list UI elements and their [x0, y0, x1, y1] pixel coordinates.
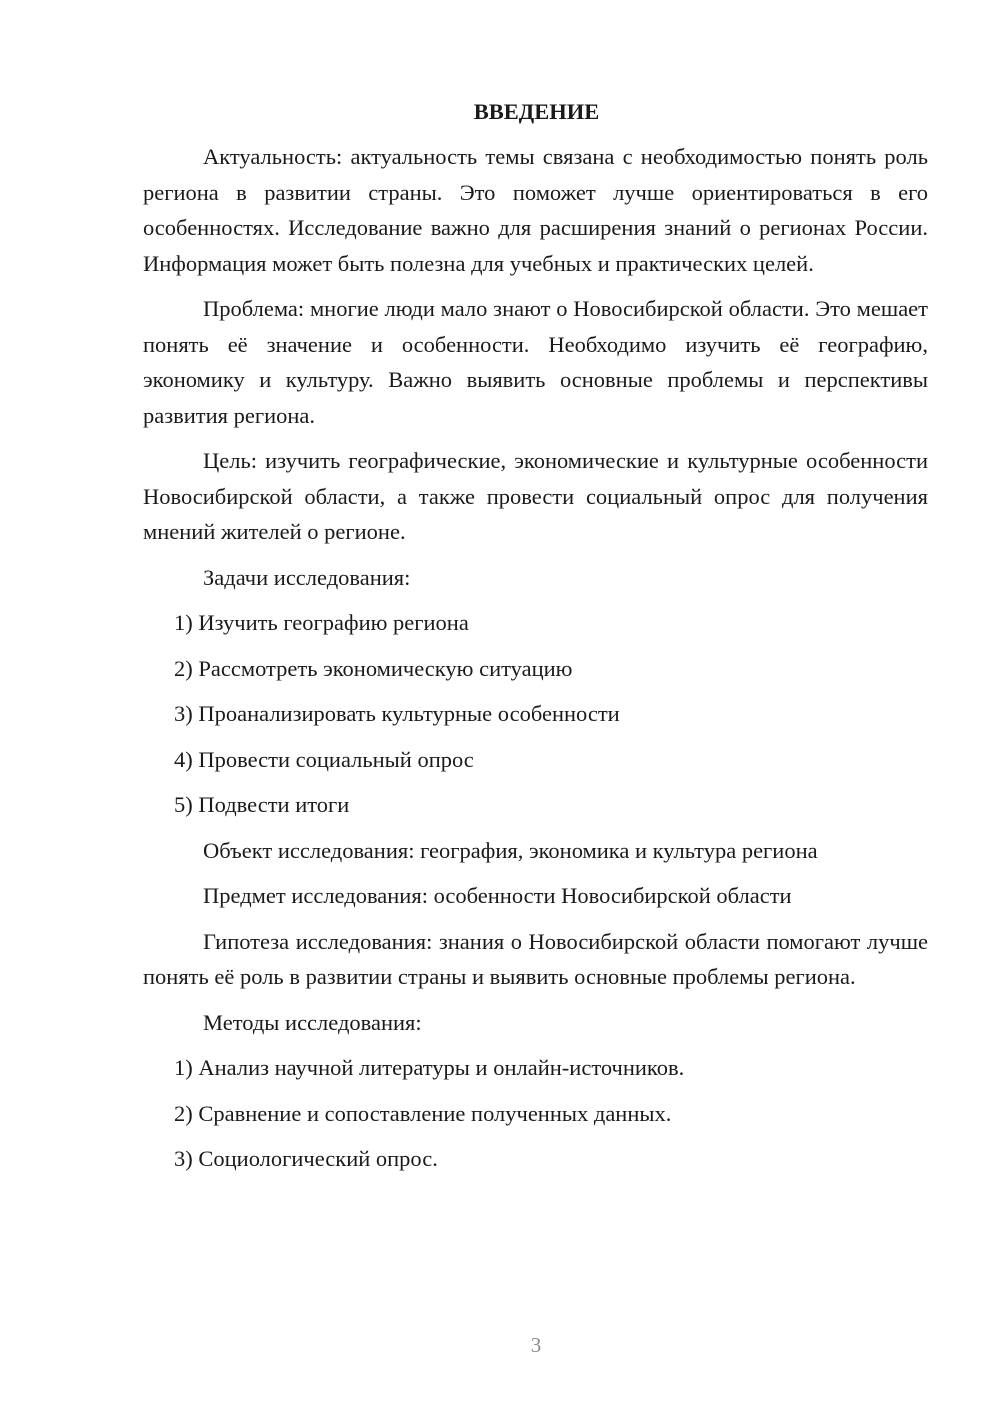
methods-heading: Методы исследования: [203, 1009, 422, 1035]
relevance-paragraph: Актуальность: актуальность темы связана с необходимостью понять роль региона в развитии страны. Это поможет лучше ориентироваться в его особенностях. Исследование важно для расширения знаний о регионах России. Информация может быть полезна для учебных и практических целей. [143, 144, 928, 276]
method-item: 3) Социологический опрос. [174, 1146, 438, 1171]
section-heading: ВВЕДЕНИЕ [473, 99, 600, 124]
goal-paragraph: Цель: изучить географические, экономические и культурные особенности Новосибирской области, а также провести социальный опрос для получения мнений жителей о регионе. [143, 448, 928, 544]
tasks-heading: Задачи исследования: [203, 564, 411, 590]
subject-line: Предмет исследования: особенности Новосибирской области [203, 883, 792, 908]
task-item: 5) Подвести итоги [174, 792, 350, 817]
task-item: 1) Изучить географию региона [174, 610, 469, 635]
object-line: Объект исследования: география, экономика и культура региона [203, 837, 818, 863]
task-item: 2) Рассмотреть экономическую ситуацию [174, 655, 573, 681]
page-number: 3 [530, 1333, 542, 1357]
page-content [143, 94, 928, 1177]
method-item: 2) Сравнение и сопоставление полученных данных. [174, 1100, 672, 1126]
method-item: 1) Анализ научной литературы и онлайн-источников. [174, 1055, 685, 1080]
problem-paragraph: Проблема: многие люди мало знают о Новосибирской области. Это мешает понять её значение и особенности. Необходимо изучить её географию, экономику и культуру. Важно выявить основные проблемы и перспективы развития региона. [143, 296, 928, 428]
task-item: 4) Провести социальный опрос [174, 746, 474, 772]
hypothesis-paragraph: Гипотеза исследования: знания о Новосибирской области помогают лучше понять её роль в развитии страны и выявить основные проблемы региона. [143, 928, 928, 989]
task-item: 3) Проанализировать культурные особенности [174, 701, 620, 726]
